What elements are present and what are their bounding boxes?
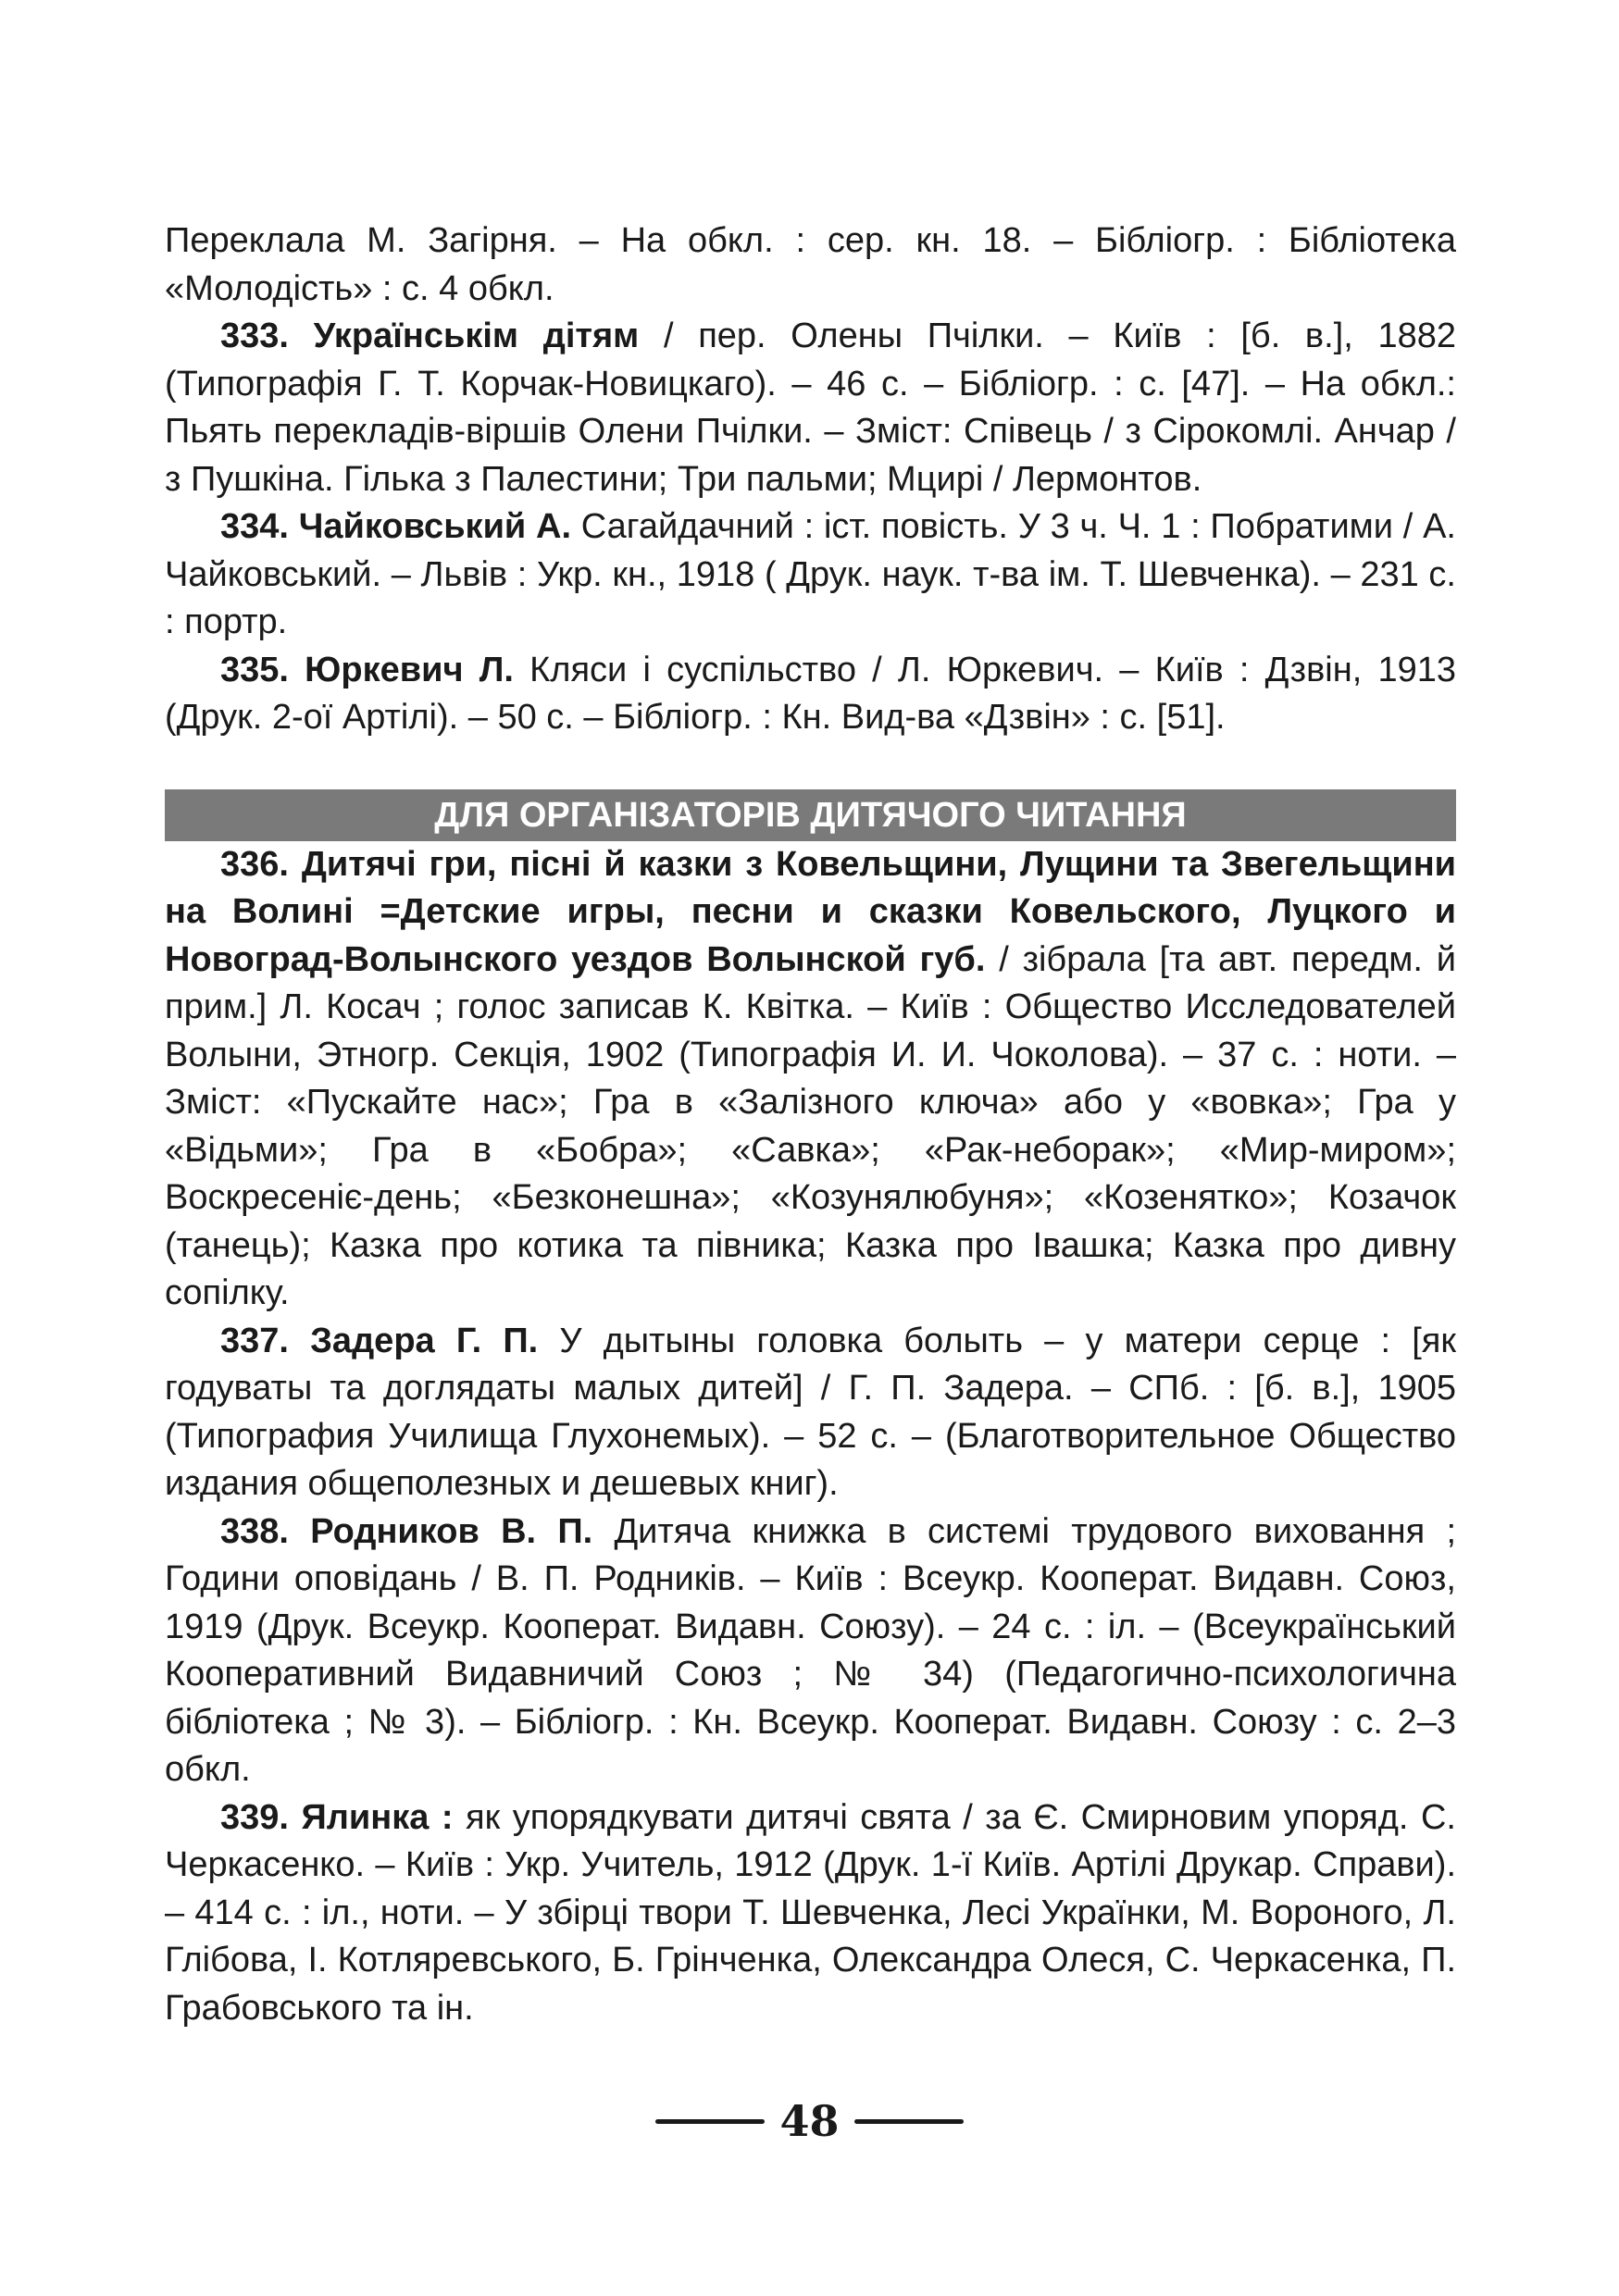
entry-number: 337. xyxy=(220,1321,289,1360)
footer-rule-left xyxy=(655,2119,765,2124)
entry-heading: Чайковський А. xyxy=(298,507,572,546)
entry-body: Сагайдачний : іст. повість. У 3 ч. Ч. 1 : Побратими / А. Чайковський. – Львів : Укр. кн., 1918 ( Друк. наук. т-ва ім. Т. Шевченка). – 231 с. : портр. xyxy=(165,507,1456,641)
entry-body: / пер. Олены Пчілки. – Київ : [б. в.], 1882 (Типографія Г. Т. Корчак-Новицкаго). – 46 с. – Бібліогр. : с. [47]. – На обкл.: Пьять перекладів-віршів Олени Пчілки. – Зміст: Співець / з Сірокомлі. Анчар / з Пушкіна. Гілька з Палестини; Три пальми; Мцирі / Лермонтов. xyxy=(165,316,1457,499)
entry-heading: Українськім дітям xyxy=(313,316,640,355)
entry-number: 336. xyxy=(220,844,289,884)
entry-heading: Родников В. П. xyxy=(310,1511,593,1551)
entry-heading: Юркевич Л. xyxy=(305,650,514,689)
entry-heading: Дитячі гри, пісні й казки з Ковельщини, Лущини та Звегельщини на Волині =Детские игры, песни и сказки Ковельского, Луцкого и Новоград-Волынского уездов Волынской губ. xyxy=(165,844,1457,979)
page-footer xyxy=(0,2093,1619,2149)
bibliography-page xyxy=(165,217,1456,2032)
entry-number: 338. xyxy=(220,1511,289,1551)
entry-335 xyxy=(165,647,1456,742)
section-heading: ДЛЯ ОРГАНІЗАТОРІВ ДИТЯЧОГО ЧИТАННЯ xyxy=(165,789,1456,841)
continuation-text: Переклала М. Загірня. – На обкл. : сер. кн. 18. – Бібліогр. : Бібліотека «Молодість» : с. 4 обкл. xyxy=(165,221,1456,308)
entry-number: 335. xyxy=(220,650,289,689)
entry-heading: Задера Г. П. xyxy=(310,1321,539,1360)
entry-336 xyxy=(165,841,1456,1318)
entry-334 xyxy=(165,503,1456,647)
entry-333 xyxy=(165,313,1456,503)
footer-rule-right xyxy=(854,2119,964,2124)
entry-337 xyxy=(165,1318,1456,1508)
entry-body: / зібрала [та авт. передм. й прим.] Л. Косач ; голос записав К. Квітка. – Київ : Общество Исследователей Волыни, Этногр. Секція, 1902 (Типографія И. И. Чоколова). – 37 с. : ноти. – Зміст: «Пускайте нас»; Гра в «Залізного ключа» або у «вовка»; Гра у «Відьми»; Гра в «Бобра»; «Савка»; «Рак-неборак»; «Мир-миром»; Воскресеніє-день; «Безконешна»; «Козунялюбуня»; «Козенятко»; Козачок (танець); Казка про котика та півника; Казка про Івашка; Казка про дивну сопілку. xyxy=(165,939,1456,1312)
entry-body: Дитяча книжка в системі трудового виховання ; Години оповідань / В. П. Родників. – Київ : Всеукр. Кооперат. Видавн. Союз, 1919 (Друк. Всеукр. Кооперат. Видавн. Союзу). – 24 с. : іл. – (Всеукраїнський Кооперативний Видавничий Союз ; № 34) (Педагогично-психологична бібліотека ; № 3). – Бібліогр. : Кн. Всеукр. Кооперат. Видавн. Союзу : с. 2–3 обкл. xyxy=(165,1511,1457,1789)
entry-339 xyxy=(165,1794,1456,2033)
entry-338 xyxy=(165,1508,1456,1794)
entry-number: 333. xyxy=(220,316,289,355)
section-spacer xyxy=(165,742,1456,789)
entry-number: 339. xyxy=(220,1797,289,1837)
entry-body: У дытыны головка болыть – у матери серце : [як годуваты та доглядаты малых дитей] / Г. П. Задера. – СПб. : [б. в.], 1905 (Типография Училища Глухонемых). – 52 с. – (Благотворительное Общество издания общеполезных и дешевых книг). xyxy=(165,1321,1456,1503)
entry-number: 334. xyxy=(220,507,289,546)
entry-heading: Ялинка : xyxy=(301,1797,454,1837)
entry-body: як упорядкувати дитячі свята / за Є. Смирновим упоряд. С. Черкасенко. – Київ : Укр. Учитель, 1912 (Друк. 1-ї Київ. Артілі Друкар. Справи). – 414 с. : іл., ноти. – У збірці твори Т. Шевченка, Лесі Українки, М. Вороного, Л. Глібова, І. Котляревського, Б. Грінченка, Олександра Олеся, С. Черкасенка, П. Грабовського та ін. xyxy=(165,1797,1456,2028)
entry-body: Кляси і суспільство / Л. Юркевич. – Київ : Дзвін, 1913 (Друк. 2-ої Артілі). – 50 с. – Бібліогр. : Кн. Вид-ва «Дзвін» : с. [51]. xyxy=(165,650,1456,737)
page-number: 48 xyxy=(779,2096,840,2146)
